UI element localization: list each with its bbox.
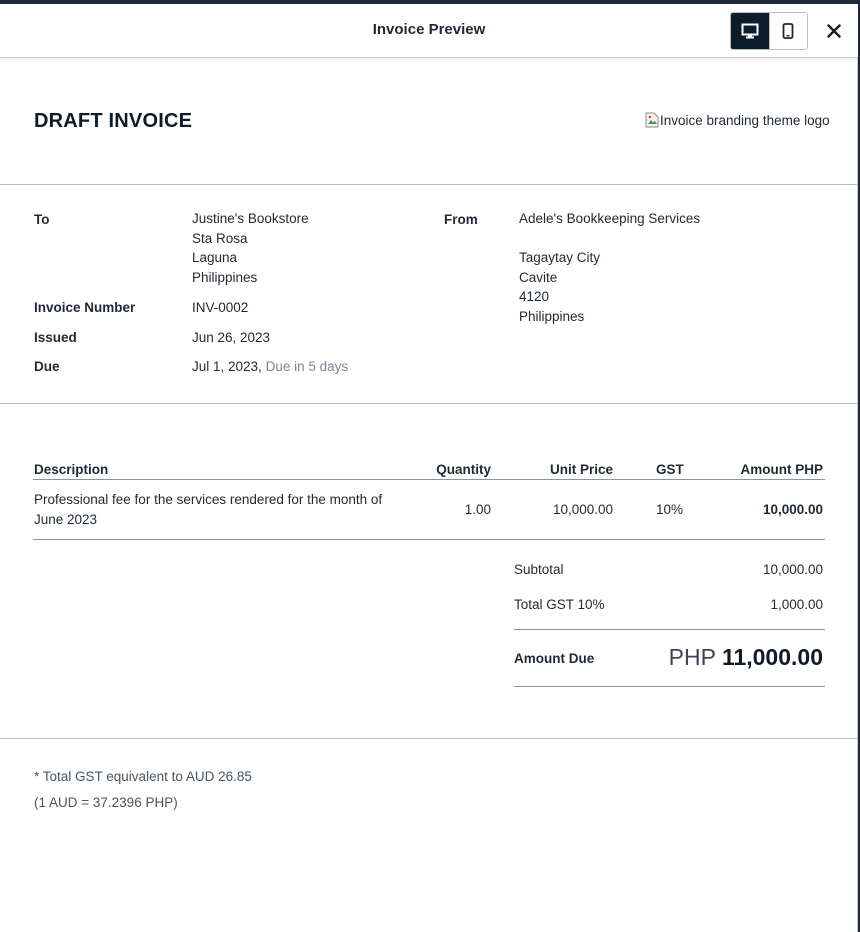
subtotal-value: 10,000.00 [762,562,823,577]
mobile-icon [782,23,794,39]
totals-rule [514,629,825,630]
description-line: June 2023 [34,512,98,527]
due-hint: Due in 5 days [265,359,349,374]
section-divider [0,738,858,739]
broken-image-icon [645,112,659,128]
close-button[interactable] [822,19,846,43]
section-divider [0,403,858,404]
row-unit-price: 10,000.00 [552,502,613,517]
subtotal-label: Subtotal [514,562,564,577]
to-label: To [34,212,50,227]
from-line: Philippines [519,308,585,324]
table-header-rule [33,479,825,480]
amount-due-label: Amount Due [514,651,595,666]
desktop-icon [741,23,759,39]
row-description [34,490,394,530]
amount-due-rule [514,686,825,687]
section-divider [0,184,858,185]
column-header-gst: GST [656,462,684,477]
invoice-number: INV-0002 [192,300,249,315]
invoice-number-label: Invoice Number [34,300,136,315]
column-header-quantity: Quantity [436,462,491,477]
from-line: 4120 [519,289,550,304]
row-quantity: 1.00 [464,502,491,517]
due-date-line [192,357,348,377]
column-header-amount: Amount PHP [740,462,823,477]
from-line: Tagaytay City [519,250,601,265]
from-address [519,209,700,326]
modal-title: Invoice Preview [372,21,486,38]
due-label: Due [34,359,60,374]
total-gst-label: Total GST 10% [514,597,605,612]
amount-due-total [669,644,823,671]
desktop-view-button[interactable] [731,13,769,49]
invoice-preview-modal [0,4,858,932]
from-line: Cavite [519,269,558,285]
to-line: Laguna [192,250,238,265]
to-address [192,209,309,287]
gst-equivalent-note: * Total GST equivalent to AUD 26.85 [34,769,252,784]
modal-header [0,4,858,58]
total-gst-value: 1,000.00 [770,597,823,612]
from-label: From [444,212,478,227]
issued-label: Issued [34,330,77,345]
mobile-view-button[interactable] [769,13,807,49]
to-line: Sta Rosa [192,230,248,246]
issued-date: Jun 26, 2023 [192,330,271,345]
branding-logo [645,112,830,128]
exchange-rate-note: (1 AUD = 37.2396 PHP) [34,795,178,810]
row-amount: 10,000.00 [762,502,823,517]
column-header-unit-price: Unit Price [549,462,613,477]
row-gst: 10% [656,502,684,517]
view-toggle [730,12,808,50]
logo-alt-text: Invoice branding theme logo [660,112,830,128]
to-line: Justine's Bookstore [192,211,309,226]
amount-due-currency: PHP [668,644,716,670]
description-line: Professional fee for the services rendered for the month of [34,492,383,507]
from-line: Adele's Bookkeeping Services [519,211,701,226]
table-row-rule [33,539,825,540]
to-line: Philippines [192,269,258,285]
due-date: Jul 1, 2023, [192,359,262,374]
from-line [519,229,700,249]
column-header-description: Description [34,462,109,477]
close-icon [827,24,841,38]
amount-due-value: 11,000.00 [721,644,823,670]
invoice-title: DRAFT INVOICE [34,110,193,132]
